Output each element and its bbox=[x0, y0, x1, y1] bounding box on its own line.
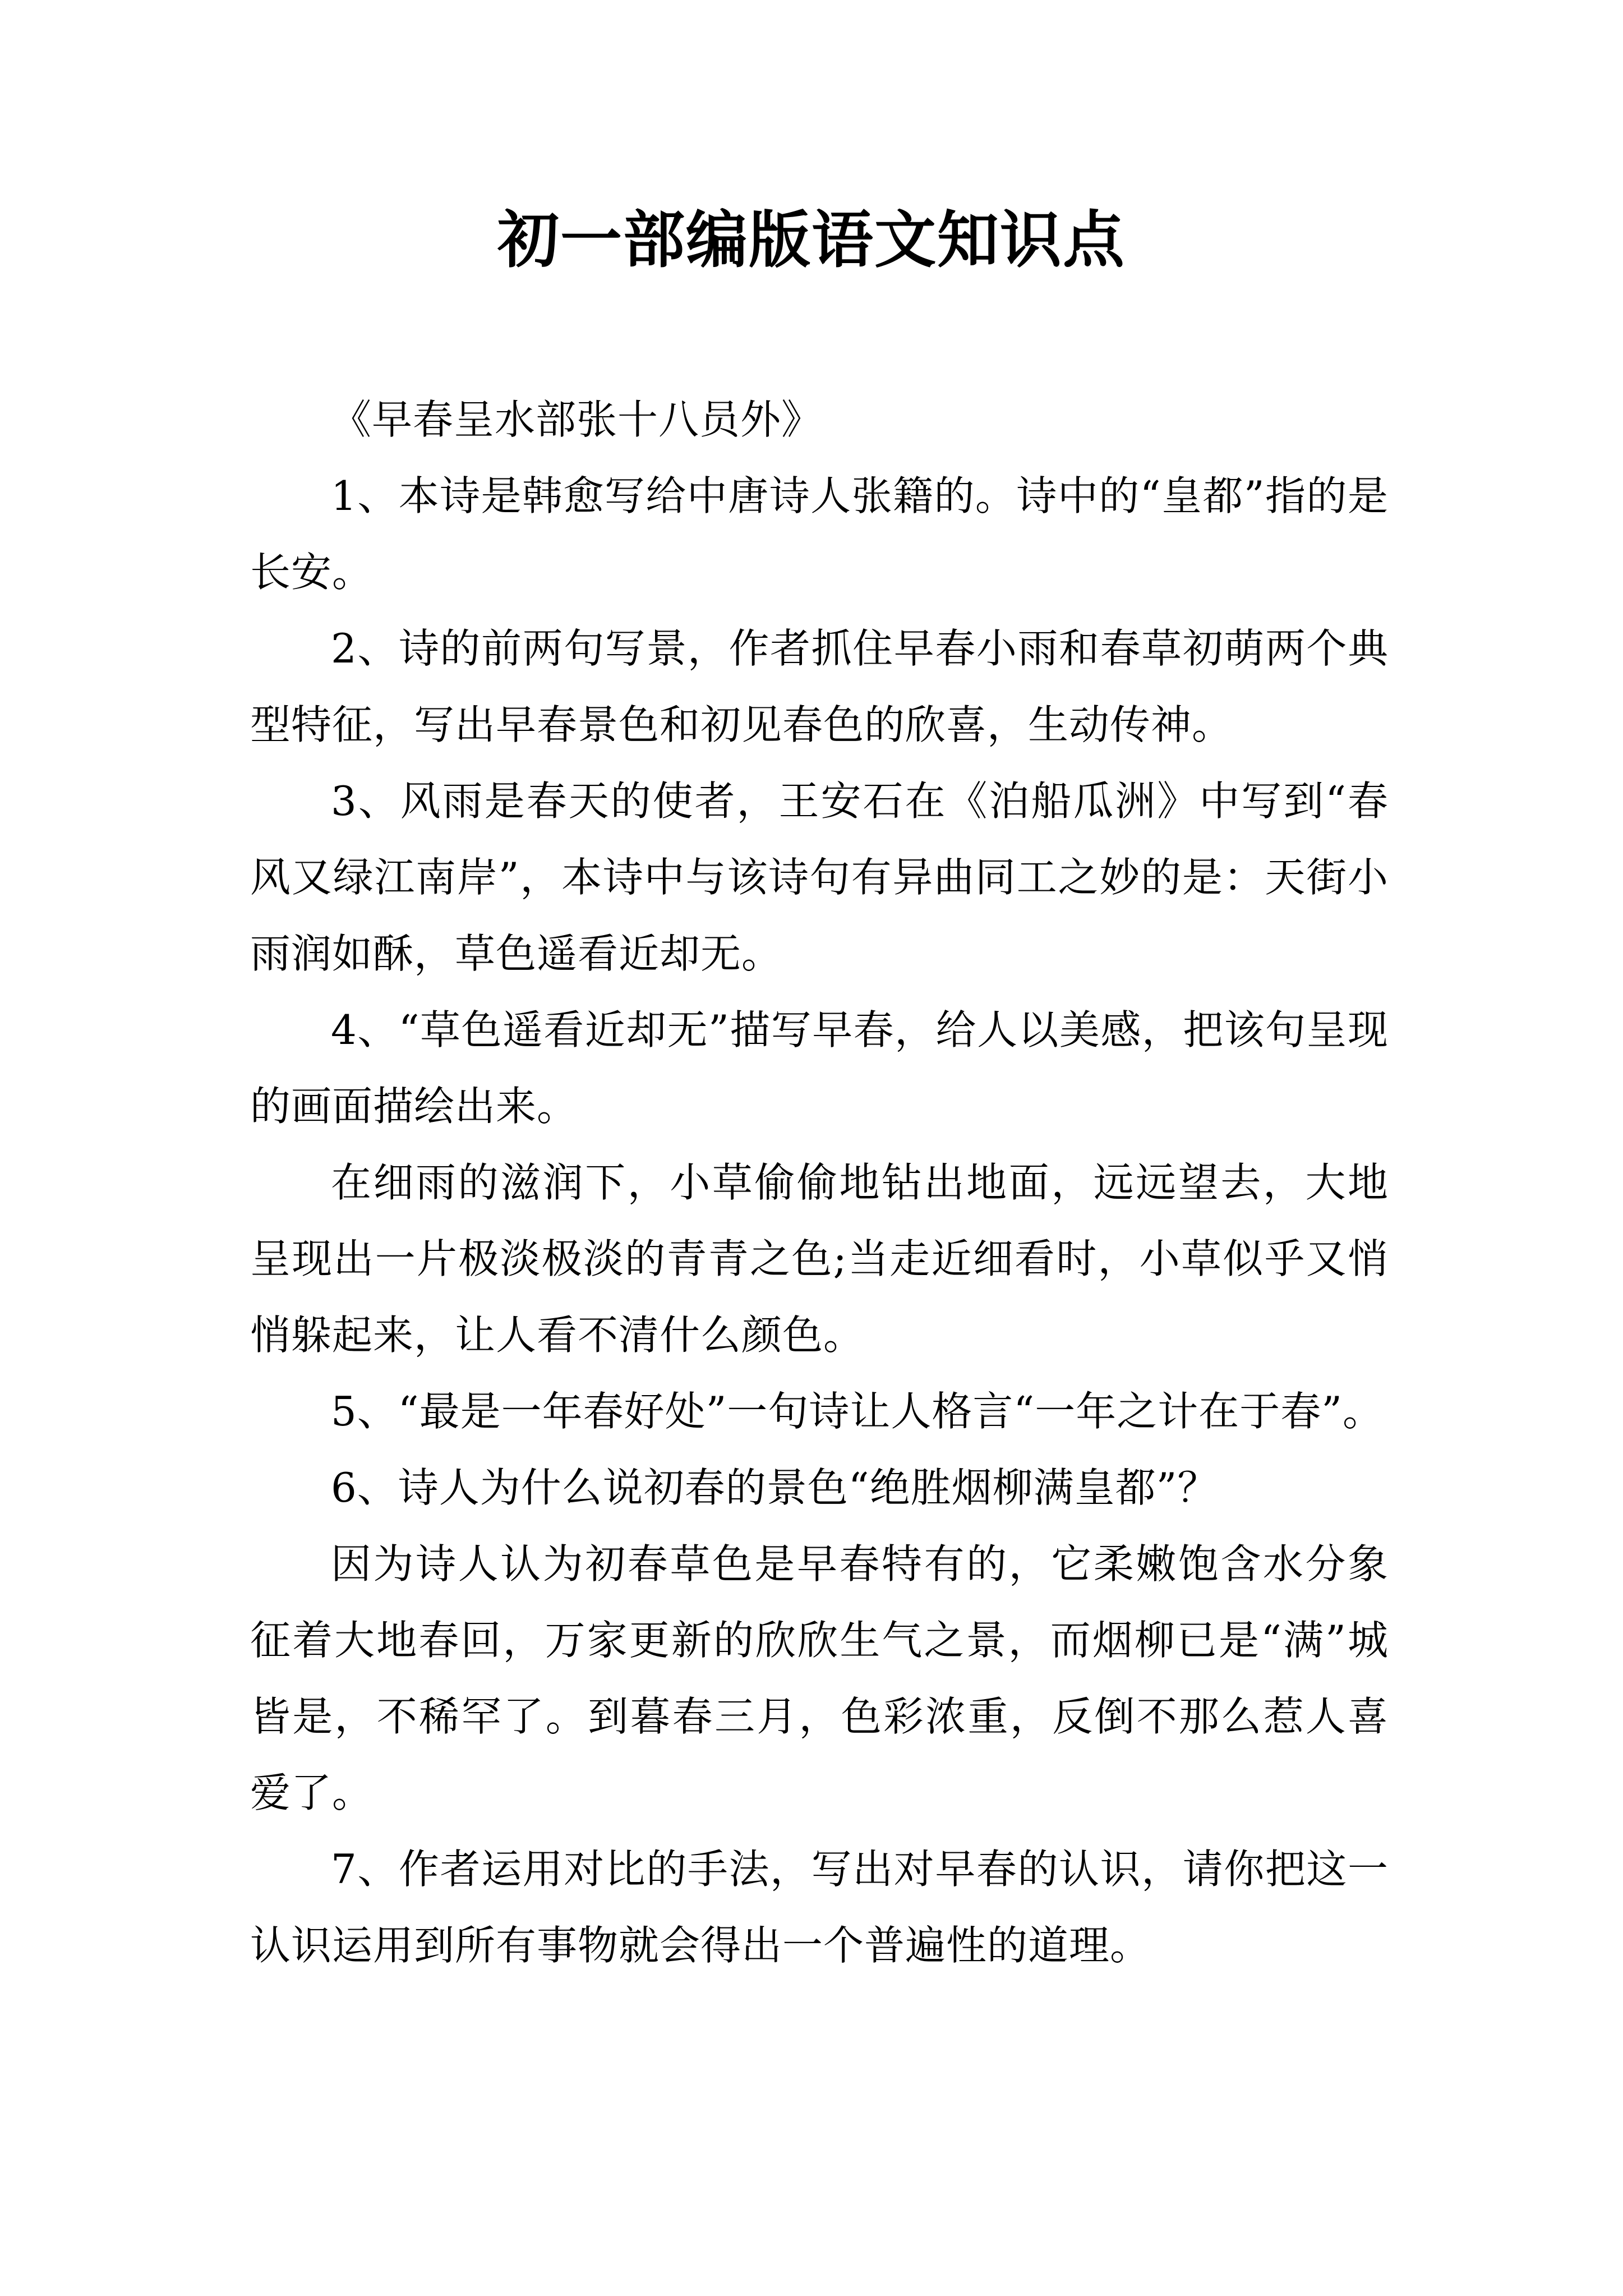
poem-title-paragraph: 《早春呈水部张十八员外》 bbox=[331, 396, 823, 443]
point-4-answer-paragraph: 在细雨的滋润下，小草偷偷地钻出地面，远远望去，大地呈现出一片极淡极淡的青青之色;当走近细看时，小草似乎又悄悄躲起来，让人看不清什么颜色。 bbox=[250, 1159, 1389, 1359]
point-2-paragraph: 2、诗的前两句写景，作者抓住早春小雨和春草初萌两个典型特征，写出早春景色和初见春色的欣喜，生动传神。 bbox=[250, 625, 1389, 748]
point-7-paragraph: 7、作者运用对比的手法，写出对早春的认识，请你把这一认识运用到所有事物就会得出一个普遍性的道理。 bbox=[250, 1846, 1389, 1969]
point-3-paragraph: 3、风雨是春天的使者，王安石在《泊船瓜洲》中写到“春风又绿江南岸”，本诗中与该诗句有异曲同工之妙的是：天街小雨润如酥，草色遥看近却无。 bbox=[250, 777, 1389, 977]
point-1-paragraph: 1、本诗是韩愈写给中唐诗人张籍的。诗中的“皇都”指的是长安。 bbox=[250, 472, 1389, 596]
point-4-paragraph: 4、“草色遥看近却无”描写早春，给人以美感，把该句呈现的画面描绘出来。 bbox=[250, 1006, 1389, 1130]
document-title: 初一部编版语文知识点 bbox=[497, 204, 1126, 276]
point-6-answer-paragraph: 因为诗人认为初春草色是早春特有的，它柔嫩饱含水分象征着大地春回，万家更新的欣欣生气之景，而烟柳已是“满”城皆是，不稀罕了。到暮春三月，色彩浓重，反倒不那么惹人喜爱了。 bbox=[250, 1540, 1389, 1816]
document-body bbox=[250, 381, 1389, 1984]
point-5-paragraph: 5、“最是一年春好处”一句诗让人格言“一年之计在于春”。 bbox=[331, 1388, 1384, 1435]
point-6-paragraph: 6、诗人为什么说初春的景色“绝胜烟柳满皇都”？ bbox=[331, 1464, 1219, 1511]
